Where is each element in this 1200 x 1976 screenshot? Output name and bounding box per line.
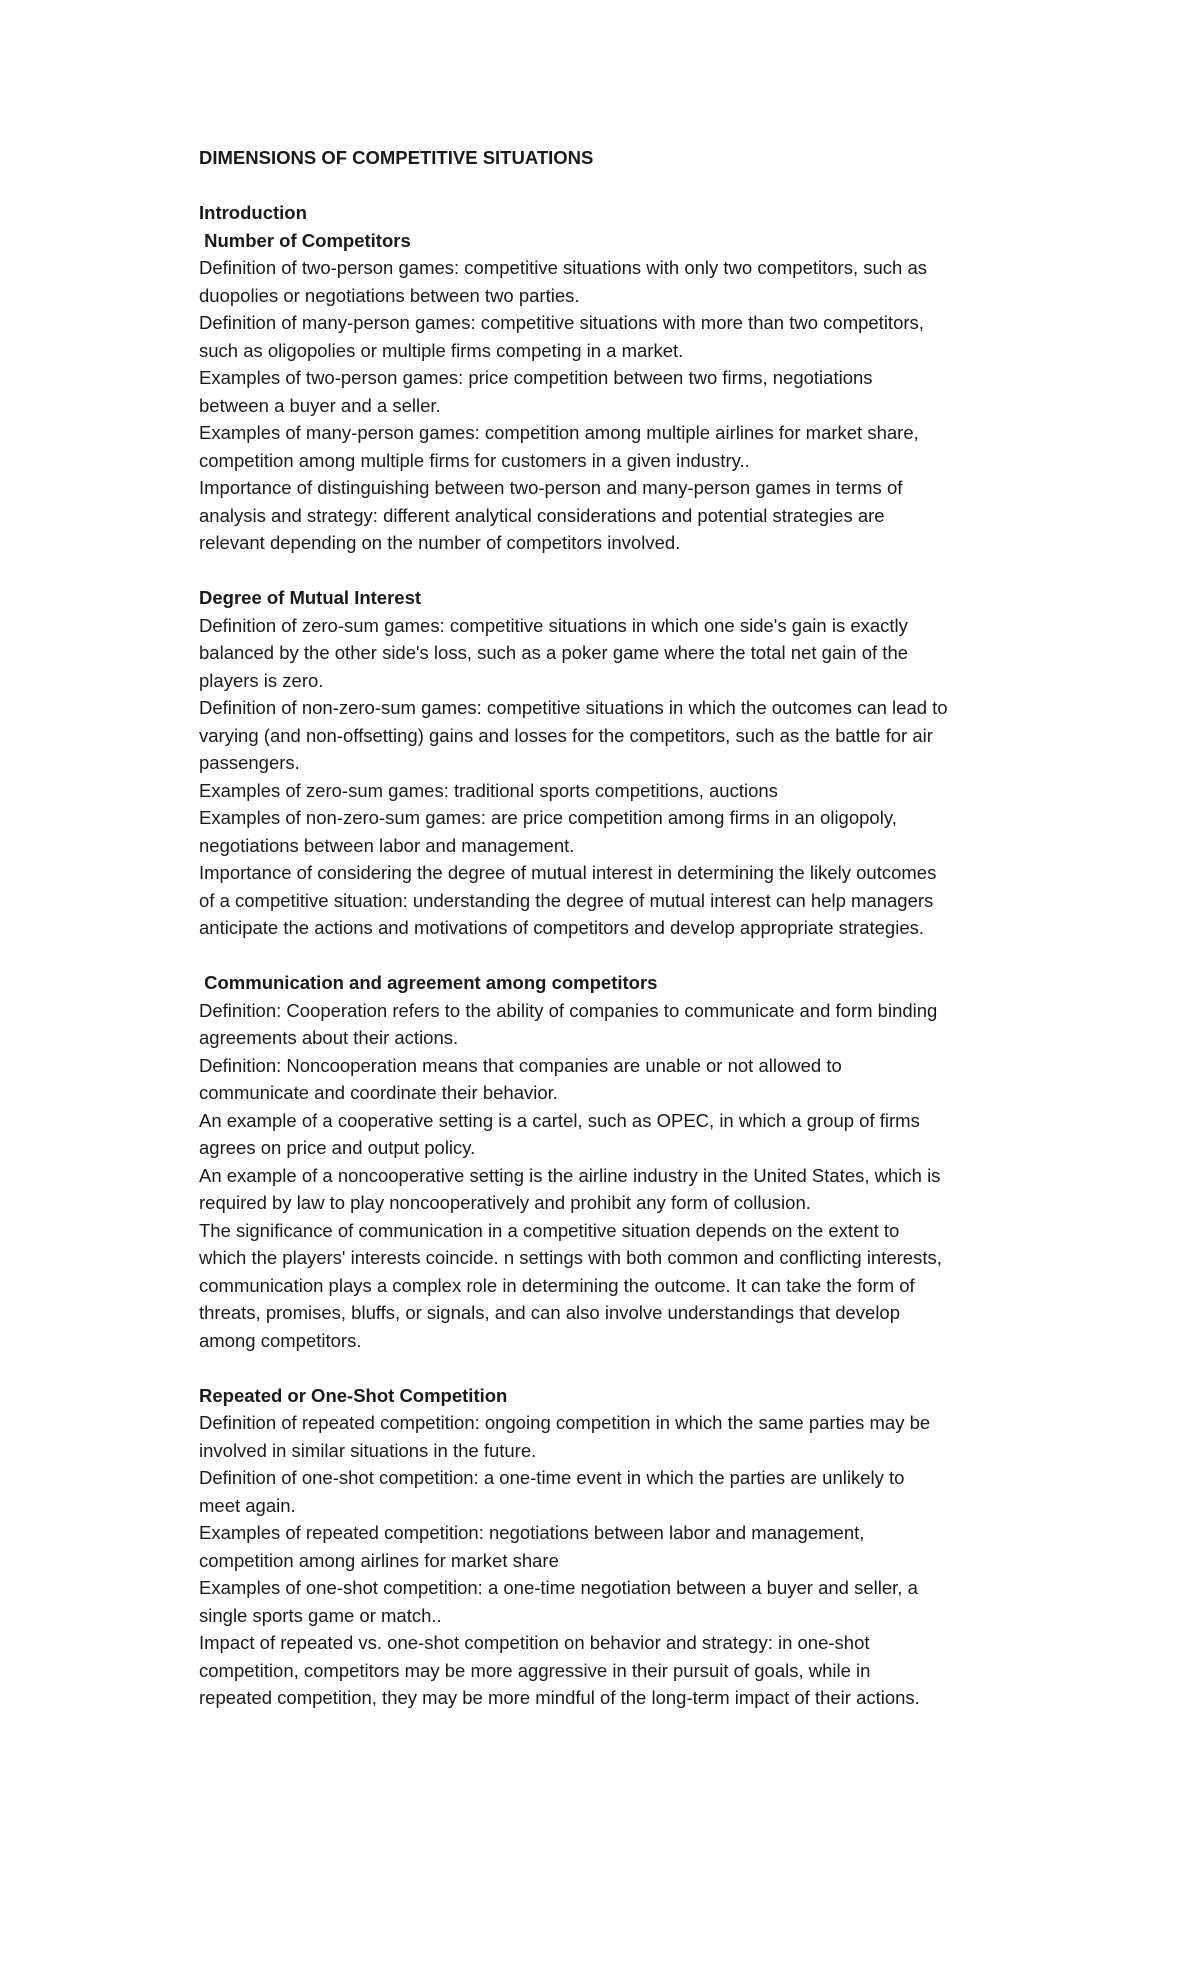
section-line: single sports game or match.. bbox=[199, 1604, 442, 1626]
section-heading: Degree of Mutual Interest bbox=[199, 587, 422, 608]
section-line: threats, promises, bluffs, or signals, and can also involve understandings that develop bbox=[199, 1302, 901, 1323]
section-line: players is zero. bbox=[199, 669, 324, 691]
section-line: Definition of zero-sum games: competitive situations in which one side's gain is exactly bbox=[199, 614, 908, 636]
section-heading: Repeated or One-Shot Competition bbox=[199, 1384, 508, 1406]
document-title: DIMENSIONS OF COMPETITIVE SITUATIONS bbox=[199, 147, 594, 168]
section-heading: Number of Competitors bbox=[199, 229, 411, 251]
section-line: anticipate the actions and motivations of competitors and develop appropriate strategies. bbox=[199, 917, 925, 938]
section-line: between a buyer and a seller. bbox=[199, 394, 441, 416]
section-line: duopolies or negotiations between two parties. bbox=[199, 284, 580, 306]
section-line: Impact of repeated vs. one-shot competition on behavior and strategy: in one-shot bbox=[199, 1632, 870, 1653]
section-line: balanced by the other side's loss, such as a poker game where the total net gain of the bbox=[199, 642, 909, 663]
section-line: repeated competition, they may be more mindful of the long-term impact of their actions. bbox=[199, 1687, 920, 1708]
spacer bbox=[199, 1354, 1029, 1382]
section-line: An example of a noncooperative setting is the airline industry in the United States, which is bbox=[199, 1164, 941, 1186]
section-degree-of-mutual-interest bbox=[199, 584, 1029, 942]
section-line: The significance of communication in a competitive situation depends on the extent to bbox=[199, 1219, 900, 1241]
section-line: Examples of many-person games: competition among multiple airlines for market share, bbox=[199, 422, 919, 443]
section-line: competition among multiple firms for customers in a given industry.. bbox=[199, 449, 750, 471]
section-line: required by law to play noncooperatively and prohibit any form of collusion. bbox=[199, 1192, 811, 1213]
spacer bbox=[199, 557, 1029, 585]
section-line: such as oligopolies or multiple firms competing in a market. bbox=[199, 339, 684, 361]
section-line: agrees on price and output policy. bbox=[199, 1137, 476, 1158]
section-line: communicate and coordinate their behavior. bbox=[199, 1082, 558, 1103]
section-number-of-competitors bbox=[199, 227, 1029, 557]
section-line: among competitors. bbox=[199, 1329, 362, 1351]
section-line: Importance of considering the degree of mutual interest in determining the likely outcomes bbox=[199, 862, 937, 883]
section-line: Examples of repeated competition: negotiations between labor and management, bbox=[199, 1522, 865, 1543]
section-line: Definition: Noncooperation means that companies are unable or not allowed to bbox=[199, 1054, 842, 1076]
section-line: of a competitive situation: understanding the degree of mutual interest can help managers bbox=[199, 889, 934, 911]
section-line: communication plays a complex role in determining the outcome. It can take the form of bbox=[199, 1274, 915, 1296]
section-line: relevant depending on the number of competitors involved. bbox=[199, 532, 681, 553]
section-line: Definition of two-person games: competitive situations with only two competitors, such as bbox=[199, 257, 927, 278]
section-line: passengers. bbox=[199, 752, 300, 773]
section-line: involved in similar situations in the future. bbox=[199, 1439, 537, 1461]
section-line: Importance of distinguishing between two-person and many-person games in terms of bbox=[199, 477, 903, 498]
section-line: meet again. bbox=[199, 1494, 296, 1516]
section-line: analysis and strategy: different analytical considerations and potential strategies are bbox=[199, 504, 885, 526]
section-line: Examples of one-shot competition: a one-time negotiation between a buyer and seller, a bbox=[199, 1577, 918, 1598]
section-line: Definition of one-shot competition: a one-time event in which the parties are unlikely to bbox=[199, 1467, 905, 1488]
spacer bbox=[199, 942, 1029, 970]
section-line: Definition of repeated competition: ongoing competition in which the same parties may be bbox=[199, 1412, 931, 1433]
section-line: Examples of zero-sum games: traditional sports competitions, auctions bbox=[199, 779, 778, 801]
section-line: which the players' interests coincide. n settings with both common and conflicting interests, bbox=[199, 1247, 942, 1268]
section-line: Examples of non-zero-sum games: are price competition among firms in an oligopoly, bbox=[199, 807, 897, 828]
section-repeated-or-one-shot bbox=[199, 1382, 1029, 1712]
section-line: Examples of two-person games: price competition between two firms, negotiations bbox=[199, 367, 873, 388]
section-line: Definition of non-zero-sum games: competitive situations in which the outcomes can lead to bbox=[199, 697, 948, 718]
section-line: An example of a cooperative setting is a cartel, such as OPEC, in which a group of firms bbox=[199, 1109, 920, 1131]
section-line: varying (and non-offsetting) gains and losses for the competitors, such as the battle for air bbox=[199, 724, 933, 746]
section-line: Definition of many-person games: competitive situations with more than two competitors, bbox=[199, 312, 924, 333]
document-body bbox=[199, 144, 1029, 1712]
section-line: agreements about their actions. bbox=[199, 1027, 459, 1048]
section-heading: Communication and agreement among competitors bbox=[199, 972, 658, 993]
spacer bbox=[199, 172, 1029, 200]
section-line: Definition: Cooperation refers to the ability of companies to communicate and form binding bbox=[199, 999, 938, 1021]
section-line: negotiations between labor and management. bbox=[199, 834, 575, 856]
section-communication-and-agreement bbox=[199, 969, 1029, 1354]
section-line: competition among airlines for market share bbox=[199, 1549, 559, 1571]
intro-heading: Introduction bbox=[199, 202, 307, 223]
section-line: competition, competitors may be more aggressive in their pursuit of goals, while in bbox=[199, 1659, 871, 1681]
